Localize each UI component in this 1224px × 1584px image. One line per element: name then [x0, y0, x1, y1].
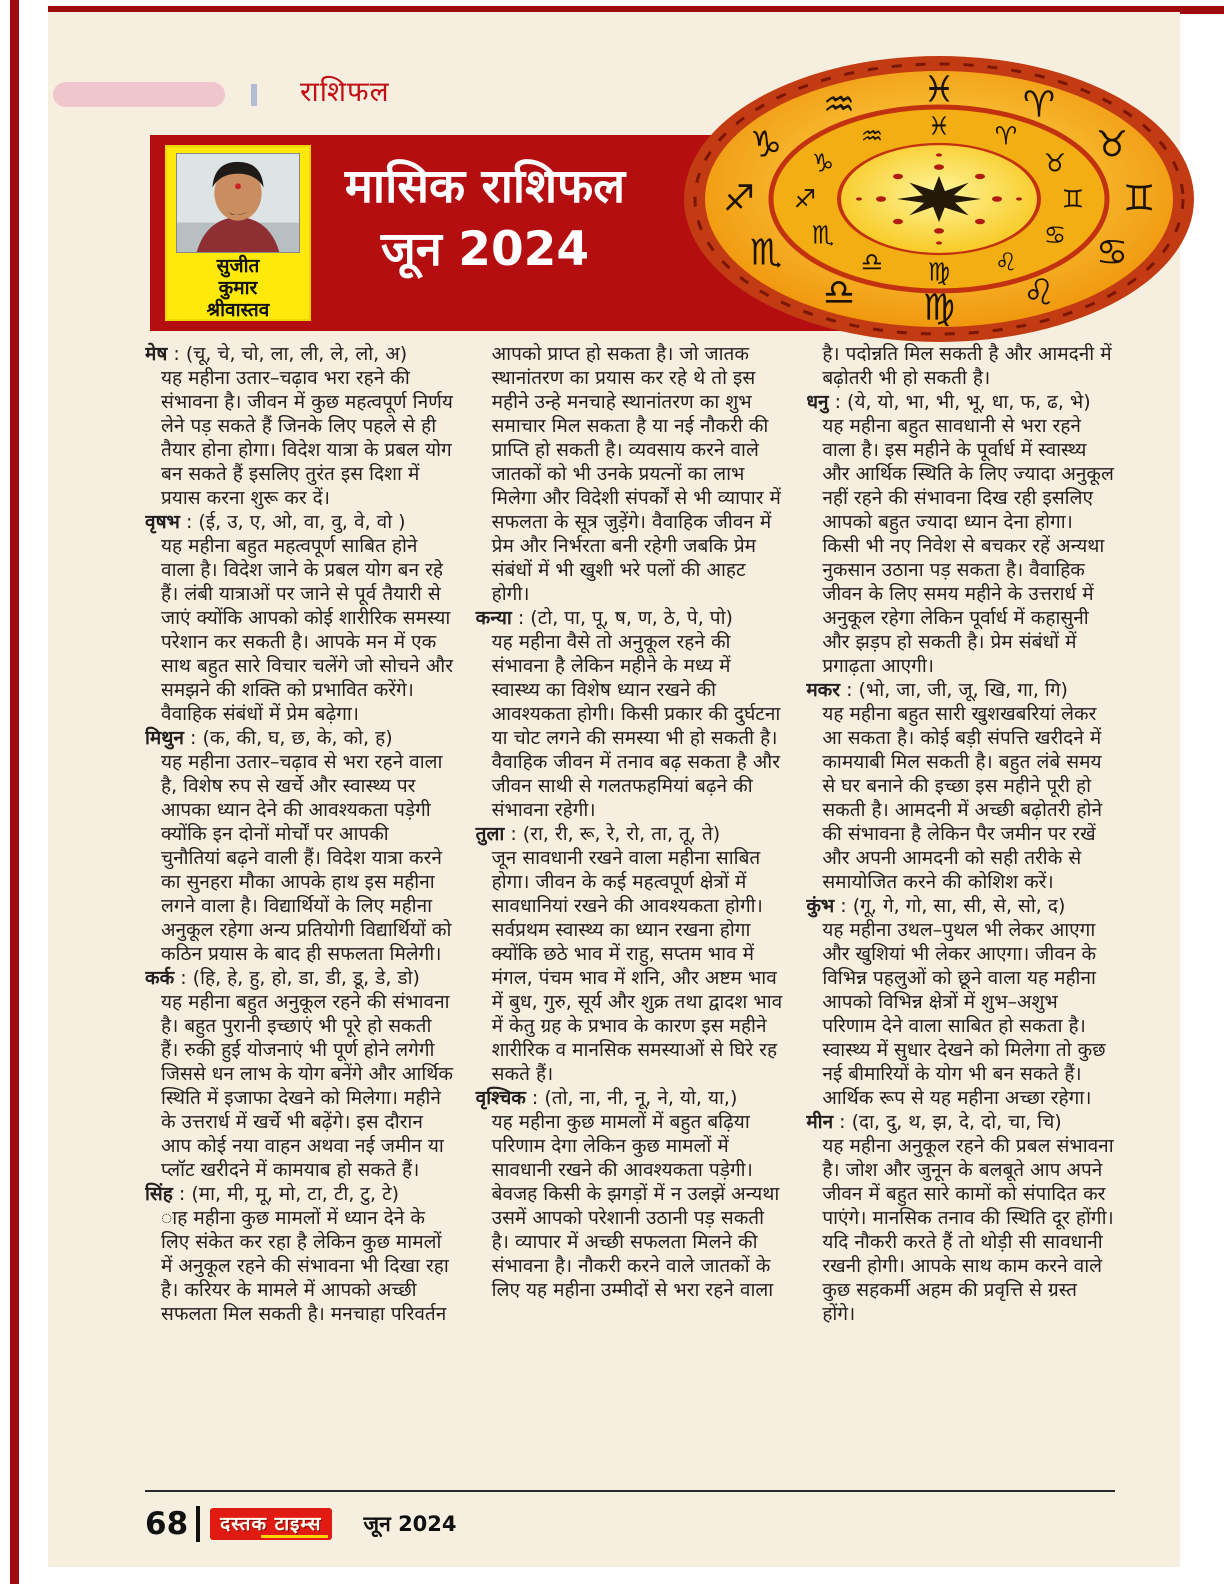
sign-letters: (दा, दु, थ, झ, दे, दो, चा, चि) [851, 1111, 1062, 1133]
page-number: 68 [145, 1506, 189, 1542]
svg-text:♊: ♊ [1061, 184, 1085, 214]
author-name-line3: श्रीवास्तव [206, 299, 270, 321]
footer-divider [196, 1506, 200, 1542]
horoscope-entry [476, 606, 785, 822]
author-card [165, 145, 311, 321]
svg-text:♎: ♎ [822, 272, 856, 314]
svg-text:♌: ♌ [994, 247, 1018, 277]
svg-text:♉: ♉ [1043, 148, 1067, 178]
svg-text:♓: ♓ [922, 69, 956, 111]
svg-text:♏: ♏ [811, 220, 835, 250]
sign-forecast: यह महीना कुछ मामलों में बहुत बढ़िया परिणाम देगा लेकिन कुछ मामलों में सावधानी रखने की आवश्यकता पड़ेगी। बेवजह किसी के झगड़ों में न उलझें अन्यथा उसमें आपको परेशानी उठानी पड़ सकती है। व्यापार में अच्छी सफलता मिलने की संभावना है। नौकरी करने वाले जातकों के लिए यह महीना उम्मीदों से भरा रहने वाला है। पदोन्नति मिल सकती है और आमदनी में बढ़ोतरी भी हो सकती है। [491, 343, 1112, 1301]
horoscope-entry [145, 726, 454, 966]
sign-name: कर्क [145, 967, 175, 989]
header-divider [251, 84, 257, 106]
header-pill [53, 82, 225, 107]
horoscope-columns [145, 342, 1115, 1482]
sign-forecast: यह महीना बहुत सावधानी से भरा रहने वाला है। इस महीने के पूर्वार्ध में स्वास्थ्य और आर्थिक स्थिति के लिए ज्यादा अनुकूल नहीं रहने की संभावना दिख रही इसलिए आपको बहुत ज्यादा ध्यान देना होगा। किसी भी नए निवेश से बचकर रहें अन्यथा नुकसान उठाना पड़ सकता है। वैवाहिक जीवन के लिए समय महीने के उत्तरार्ध में अनुकूल रहेगा लेकिन पूर्वार्ध में कहासुनी और झड़प हो सकती है। प्रेम संबंधों में प्रगाढ़ता आएगी। [822, 415, 1114, 677]
sign-separator: : [511, 607, 531, 629]
svg-text:♍: ♍ [927, 257, 951, 287]
sign-letters: (मा, मी, मू, मो, टा, टी, टु, टे) [191, 1183, 400, 1205]
sign-name: मीन [806, 1111, 834, 1133]
svg-text:♒: ♒ [822, 84, 856, 126]
svg-text:♋: ♋ [1043, 220, 1067, 250]
sign-forecast: जून सावधानी रखने वाला महीना साबित होगा। जीवन के कई महत्वपूर्ण क्षेत्रों में सावधानियां रखने की आवश्यकता होगी। सर्वप्रथम स्वास्थ्य का ध्यान रखना होगा क्योंकि छठे भाव में राहु, सप्तम भाव में मंगल, पंचम भाव में शनि, और अष्टम भाव में बुध, गुरु, सूर्य और शुक्र तथा द्वादश भाव में केतु ग्रह के प्रभाव के कारण इस महीने शारीरिक व मानसिक समस्याओं से घिरे रह सकते हैं। [491, 847, 783, 1085]
sign-name: वृषभ [145, 511, 180, 533]
sign-letters: (हि, हे, हु, हो, डा, डी, डू, डे, डो) [192, 967, 420, 989]
sign-name: मेष [145, 343, 168, 365]
sign-separator: : [834, 895, 853, 917]
magazine-logo: दस्तक टाइम्स [210, 1508, 331, 1540]
horoscope-entry [806, 1110, 1115, 1326]
horoscope-entry [806, 390, 1115, 678]
footer-rule [145, 1490, 1115, 1492]
page-title-line1: मासिक राशिफल [344, 159, 626, 214]
sign-name: कन्या [475, 607, 512, 629]
sign-separator: : [174, 967, 193, 989]
sign-forecast: यह महीना बहुत महत्वपूर्ण साबित होने वाला है। विदेश जाने के प्रबल योग बन रहे हैं। लंबी यात्राओं पर जाने से पूर्व तैयारी से जाएं क्योंकि आपको कोई शारीरिक समस्या परेशान कर सकती है। आपके मन में एक साथ बहुत सारे विचार चलेंगे जो सोचने और समझने की शक्ति को प्रभावित करेंगे। वैवाहिक संबंधों में प्रेम बढ़ेगा। [161, 535, 453, 725]
sign-forecast: ाह महीना कुछ मामलों में ध्यान देने के लिए संकेत कर रहा है लेकिन कुछ मामलों में अनुकूल रहने की संभावना भी दिखा रहा है। करियर के मामले में आपको अच्छी सफलता मिल सकती है। मनचाहा परिवर्तन आपको प्राप्त हो सकता है। जो जातक स्थानांतरण का प्रयास कर रहे थे तो इस महीने उन्हे मनचाहे स्थानांतरण का शुभ समाचार मिल सकता है या नई नौकरी की प्राप्ति हो सकती है। व्यवसाय करने वाले जातकों को भी उनके प्रयत्नों का लाभ मिलेगा और विदेशी संपर्कों से भी व्यापार में सफलता के सूत्र जुड़ेंगे। वैवाहिक जीवन में प्रेम और निर्भरता बनी रहेगी जबकि प्रेम संबंधों में भी खुशी भरे पलों की आहट होगी। [161, 343, 781, 1325]
svg-text:♊: ♊ [1122, 178, 1156, 220]
footer-date: जून 2024 [363, 1512, 457, 1536]
sign-separator: : [167, 343, 186, 365]
svg-text:♓: ♓ [927, 111, 951, 141]
svg-text:♎: ♎ [860, 247, 884, 277]
svg-text:♉: ♉ [1095, 124, 1129, 166]
sign-separator: : [525, 1087, 545, 1109]
sign-name: वृश्चिक [475, 1087, 526, 1109]
sign-forecast: यह महीना उतार–चढ़ाव भरा रहने की संभावना है। जीवन में कुछ महत्वपूर्ण निर्णय लेने पड़ सकते हैं जिनके लिए पहले से ही तैयार होना होगा। विदेश यात्रा के प्रबल योग बन सकते हैं इसलिए तुरंत इस दिशा में प्रयास करना शुरू कर दें। [161, 367, 453, 509]
sign-letters: (क, की, घ, छ, के, को, ह) [202, 727, 393, 749]
sign-name: मिथुन [145, 727, 184, 749]
sign-name: तुला [475, 823, 505, 845]
sign-forecast: यह महीना अनुकूल रहने की प्रबल संभावना है। जोश और जुनून के बलबूते आप अपने जीवन में बहुत सारे कामों को संपादित कर पाएंगे। मानसिक तनाव की स्थिति दूर होंगी। यदि नौकरी करते हैं तो थोड़ी सी सावधानी रखनी होगी। आपके साथ काम करने वाले कुछ सहकर्मी अहम की प्रवृत्ति से ग्रस्त होंगे। [822, 1135, 1114, 1325]
sign-name: मकर [806, 679, 841, 701]
footer [145, 1504, 457, 1544]
page-title-line2: जून 2024 [380, 222, 590, 277]
sign-separator: : [840, 679, 859, 701]
sign-name: सिंह [145, 1183, 173, 1205]
svg-text:♋: ♋ [1095, 232, 1129, 274]
svg-text:♈: ♈ [994, 121, 1018, 151]
sign-letters: (ई, उ, ए, ओ, वा, वु, वे, वो ) [198, 511, 406, 533]
page-background [48, 12, 1180, 1567]
svg-text:♐: ♐ [793, 184, 817, 214]
author-name-line2: कुमार [218, 277, 258, 299]
sign-forecast: यह महीना बहुत सारी खुशखबरियां लेकर आ सकता है। कोई बड़ी संपत्ति खरीदने में कामयाबी मिल सकती है। बहुत लंबे समय से घर बनाने की इच्छा इस महीने पूरी हो सकती है। आमदनी में अच्छी बढ़ोतरी होने की संभावना है लेकिन पैर जमीन पर रखें और अपनी आमदनी को सही तरीके से समायोजित करने की कोशिश करें। [822, 703, 1103, 893]
horoscope-entry [806, 894, 1115, 1110]
svg-text:♈: ♈ [1022, 84, 1056, 126]
sign-forecast: यह महीना बहुत अनुकूल रहने की संभावना है। बहुत पुरानी इच्छाएं भी पूरे हो सकती हैं। रुकी हुई योजनाएं भी पूर्ण होने लगेगी जिससे धन लाभ के योग बनेंगे और आर्थिक स्थिति में इजाफा देखने को मिलेगा। महीने के उत्तरार्ध में खर्चे भी बढ़ेंगे। इस दौरान आप कोई नया वाहन अथवा नई जमीन या प्लॉट खरीदने में कामयाब हो सकते हैं। [161, 991, 453, 1181]
svg-text:♑: ♑ [749, 124, 783, 166]
horoscope-entry [145, 510, 454, 726]
horoscope-entry [145, 966, 454, 1182]
sign-separator: : [833, 1111, 852, 1133]
svg-text:♍: ♍ [922, 287, 956, 329]
horoscope-entry [476, 822, 785, 1086]
sign-separator: : [183, 727, 203, 749]
sign-separator: : [179, 511, 199, 533]
sign-letters: (तो, ना, नी, नू, ने, यो, या,) [544, 1087, 738, 1109]
sign-letters: (टो, पा, पू, ष, ण, ठे, पे, पो) [530, 607, 733, 629]
author-photo [176, 153, 300, 253]
svg-text:♐: ♐ [722, 178, 756, 220]
page-title [315, 157, 655, 283]
sign-letters: (भो, जा, जी, जू, खि, गा, गि) [858, 679, 1068, 701]
sign-letters: (ये, यो, भा, भी, भू, धा, फ, ढ, भे) [847, 391, 1091, 413]
sign-letters: (रा, री, रू, रे, रो, ता, तू, ते) [522, 823, 721, 845]
horoscope-entry [145, 342, 454, 510]
horoscope-entry [806, 678, 1115, 894]
left-border-bar [10, 0, 19, 1584]
sign-forecast: यह महीना वैसे तो अनुकूल रहने की संभावना है लेकिन महीने के मध्य में स्वास्थ्य का विशेष ध्यान रखने की आवश्यकता होगी। किसी प्रकार की दुर्घटना या चोट लगने की समस्या भी हो सकती है। वैवाहिक जीवन में तनाव बढ़ सकता है और जीवन साथी से गलतफहमियां बढ़ने की संभावना रहेगी। [491, 631, 781, 821]
author-name-line1: सुजीत [216, 255, 260, 277]
svg-text:♌: ♌ [1022, 272, 1056, 314]
svg-text:♏: ♏ [749, 232, 783, 274]
sign-separator: : [828, 391, 848, 413]
sign-letters: (गू, गे, गो, सा, सी, से, सो, द) [852, 895, 1066, 917]
svg-text:♑: ♑ [811, 148, 835, 178]
sign-forecast: यह महीना उथल–पुथल भी लेकर आएगा और खुशियां भी लेकर आएगा। जीवन के विभिन्न पहलुओं को छूने वाला यह महीना आपको विभिन्न क्षेत्रों में शुभ–अशुभ परिणाम देने वाला साबित हो सकता है। स्वास्थ्य में सुधार देखने को मिलेगा तो कुछ नई बीमारियों के योग भी बन सकते हैं। आर्थिक रूप से यह महीना अच्छा रहेगा। [822, 919, 1106, 1109]
sign-letters: (चू, चे, चो, ला, ली, ले, लो, अ) [185, 343, 408, 365]
sign-name: धनु [806, 391, 829, 413]
zodiac-wheel [683, 55, 1195, 343]
sign-separator: : [172, 1183, 192, 1205]
sign-forecast: यह महीना उतार–चढ़ाव से भरा रहने वाला है, विशेष रुप से खर्चे और स्वास्थ्य पर आपका ध्यान देने की आवश्यकता पड़ेगी क्योंकि इन दोनों मोर्चों पर आपकी चुनौतियां बढ़ने वाली हैं। विदेश यात्रा करने का सुनहरा मौका आपके हाथ इस महीना लगने वाला है। विद्यार्थियों के लिए महीना अनुकूल रहेगा अन्य प्रतियोगी विद्यार्थियों को कठिन प्रयास के बाद ही सफलता मिलेगी। [161, 751, 452, 965]
section-label: राशिफल [300, 75, 390, 108]
sign-name: कुंभ [806, 895, 835, 917]
svg-text:♒: ♒ [860, 121, 884, 151]
wheel-center-mandala [839, 144, 1039, 254]
sign-separator: : [504, 823, 523, 845]
